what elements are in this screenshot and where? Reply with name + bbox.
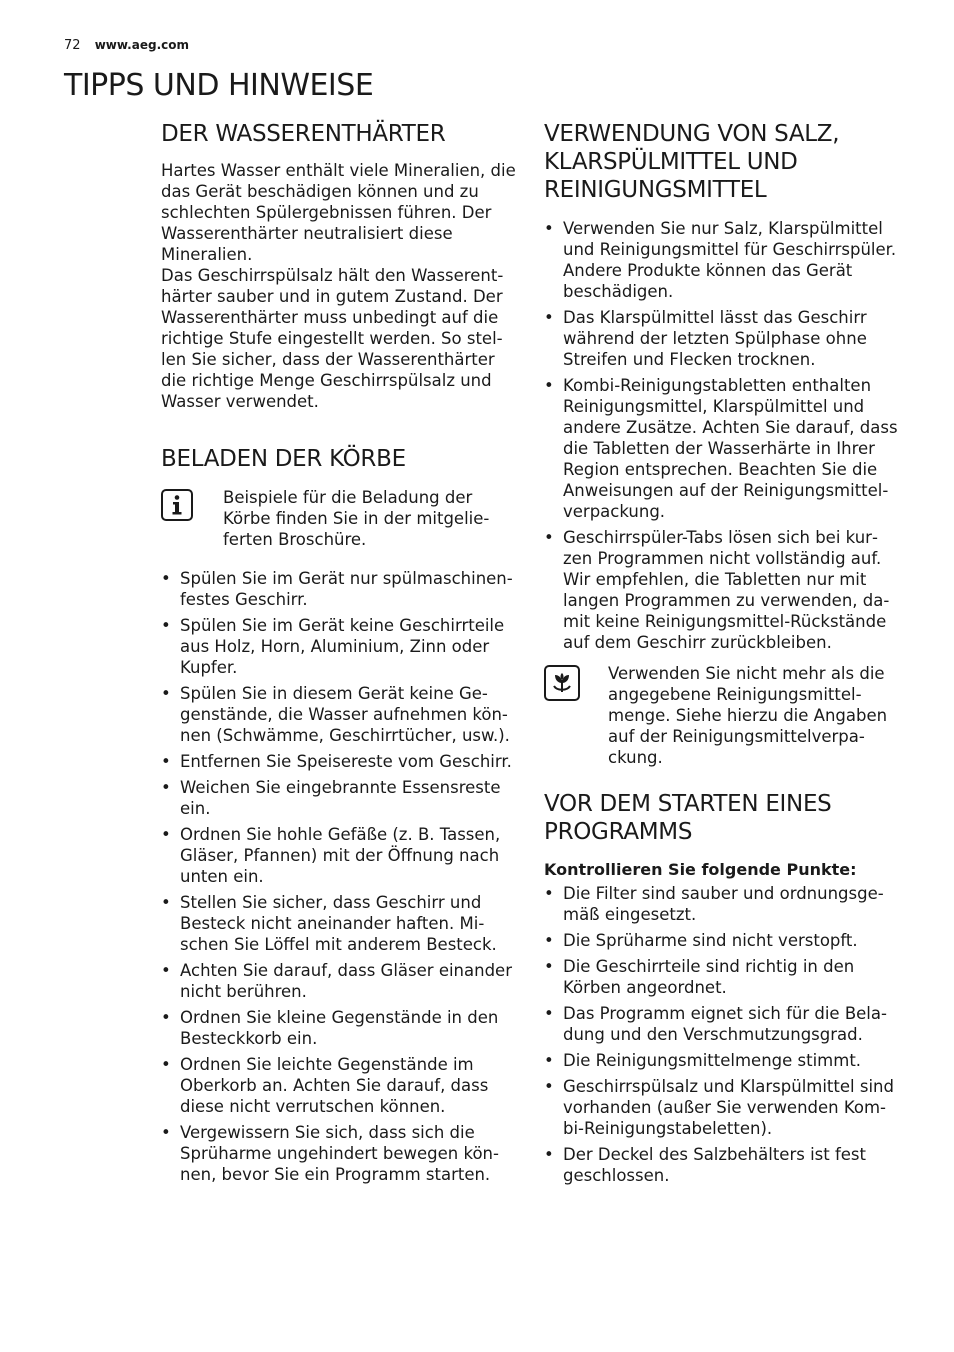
heading-loading-baskets: BELADEN DER KÖRBE bbox=[161, 446, 406, 472]
list-item: • Der Deckel des Salzbehälters ist fest geschlossen. bbox=[544, 1145, 867, 1185]
list-item: • Die Sprüharme sind nicht verstopft. bbox=[544, 931, 858, 950]
info-note bbox=[161, 487, 516, 550]
loading-list bbox=[161, 568, 516, 1185]
website-url: www.aeg.com bbox=[94, 38, 189, 52]
list-item: • Weichen Sie eingebrannte Essensreste ein. bbox=[161, 778, 501, 818]
page-title: TIPPS UND HINWEISE bbox=[64, 68, 374, 103]
environment-note bbox=[544, 663, 900, 768]
list-item: • Achten Sie darauf, dass Gläser einander nicht berühren. bbox=[161, 961, 512, 1001]
bullet: • bbox=[544, 957, 554, 976]
list-item: • Verwenden Sie nur Salz, Klarspülmittel und Reinigungsmittel für Geschirrspüler. Andere Produkte können das Gerät beschädigen. bbox=[544, 219, 897, 301]
list-item: • Stellen Sie sicher, dass Geschirr und Besteck nicht aneinander haften. Mischen Sie Löffel mit anderem Besteck. bbox=[161, 893, 497, 954]
bullet: • bbox=[544, 308, 554, 327]
list-item: • Das Programm eignet sich für die Beladung und den Verschmutzungsgrad. bbox=[544, 1004, 887, 1044]
list-item: • Geschirrspülsalz und Klarspülmittel sind vorhanden (außer Sie verwenden Kombi-Reinigungstabeletten). bbox=[544, 1077, 894, 1138]
environment-note-text: Verwenden Sie nicht mehr als die angegebene Reinigungsmittelmenge. Siehe hierzu die Angaben auf der Reinigungsmittelverpackung. bbox=[608, 664, 888, 767]
bullet: • bbox=[161, 893, 171, 912]
bullet: • bbox=[544, 1077, 554, 1096]
list-item: • Ordnen Sie leichte Gegenstände im Oberkorb an. Achten Sie darauf, dass diese nicht verrutschen können. bbox=[161, 1055, 489, 1116]
info-icon bbox=[161, 489, 193, 521]
list-item: • Vergewissern Sie sich, dass sich die Sprüharme ungehindert bewegen können, bevor Sie ein Programm starten. bbox=[161, 1123, 499, 1184]
water-softener-para-2: Das Geschirrspülsalz hält den Wasserenthärter sauber und in gutem Zustand. Der Wasserenthärter muss unbedingt auf die richtige Stufe eingestellt werden. So stellen Sie sicher, dass der Wasserenthärter die richtige Menge Geschirrspülsalz und Wasser verwendet. bbox=[161, 266, 504, 411]
bullet: • bbox=[544, 1051, 554, 1070]
list-item: • Das Klarspülmittel lässt das Geschirr während der letzten Spülphase ohne Streifen und Flecken trocknen. bbox=[544, 308, 867, 369]
list-item: • Spülen Sie im Gerät nur spülmaschinenfestes Geschirr. bbox=[161, 569, 513, 609]
bullet: • bbox=[161, 778, 171, 797]
heading-water-softener: DER WASSERENTHÄRTER bbox=[161, 121, 446, 147]
bullet: • bbox=[544, 1145, 554, 1164]
list-item: • Die Reinigungsmittelmenge stimmt. bbox=[544, 1051, 862, 1070]
list-item: • Kombi-Reinigungstabletten enthalten Reinigungsmittel, Klarspülmittel und andere Zusätze. Achten Sie darauf, dass die Tabletten der Wasserhärte in Ihrer Region entsprechen. Beachten Sie die Anweisungen auf der Reinigungsmittelverpackung. bbox=[544, 376, 898, 521]
bullet: • bbox=[544, 528, 554, 547]
bullet: • bbox=[161, 1055, 171, 1074]
checklist-label: Kontrollieren Sie folgende Punkte: bbox=[544, 860, 857, 879]
heading-before-start: VOR DEM STARTEN EINES PROGRAMMS bbox=[544, 791, 832, 845]
bullet: • bbox=[544, 1004, 554, 1023]
list-item: • Die Filter sind sauber und ordnungsgemäß eingesetzt. bbox=[544, 884, 884, 924]
list-item: • Spülen Sie in diesem Gerät keine Gegenstände, die Wasser aufnehmen können (Schwämme, Geschirrtücher, usw.). bbox=[161, 684, 510, 745]
bullet: • bbox=[161, 569, 171, 588]
bullet: • bbox=[161, 825, 171, 844]
bullet: • bbox=[161, 1123, 171, 1142]
list-item: • Ordnen Sie kleine Gegenstände in den Besteckkorb ein. bbox=[161, 1008, 499, 1048]
bullet: • bbox=[161, 752, 171, 771]
water-softener-para-1: Hartes Wasser enthält viele Mineralien, die das Gerät beschädigen können und zu schlechten Spülergebnissen führen. Der Wasserenthärter neutralisiert diese Mineralien. bbox=[161, 161, 516, 264]
checklist bbox=[544, 883, 900, 1186]
bullet: • bbox=[544, 219, 554, 238]
usage-list bbox=[544, 218, 900, 653]
bullet: • bbox=[161, 616, 171, 635]
list-item: • Die Geschirrteile sind richtig in den Körben angeordnet. bbox=[544, 957, 855, 997]
bullet: • bbox=[161, 1008, 171, 1027]
left-column bbox=[161, 120, 516, 1190]
bullet: • bbox=[161, 961, 171, 980]
list-item: • Entfernen Sie Speisereste vom Geschirr. bbox=[161, 752, 512, 771]
environment-leaf-icon bbox=[544, 665, 580, 701]
page-header bbox=[64, 38, 189, 53]
list-item: • Ordnen Sie hohle Gefäße (z. B. Tassen, Gläser, Pfannen) mit der Öffnung nach unten ein. bbox=[161, 825, 501, 886]
right-column bbox=[544, 120, 900, 1191]
list-item: • Spülen Sie im Gerät keine Geschirrteile aus Holz, Horn, Aluminium, Zinn oder Kupfer. bbox=[161, 616, 505, 677]
bullet: • bbox=[161, 684, 171, 703]
bullet: • bbox=[544, 931, 554, 950]
heading-usage: VERWENDUNG VON SALZ, KLARSPÜLMITTEL UND REINIGUNGSMITTEL bbox=[544, 121, 840, 203]
bullet: • bbox=[544, 376, 554, 395]
page-number: 72 bbox=[64, 38, 81, 53]
info-note-text: Beispiele für die Beladung der Körbe finden Sie in der mitgelieferten Broschüre. bbox=[223, 488, 490, 549]
bullet: • bbox=[544, 884, 554, 903]
list-item: • Geschirrspüler-Tabs lösen sich bei kurzen Programmen nicht vollständig auf. Wir empfehlen, die Tabletten nur mit langen Programmen zu verwenden, damit keine Reinigungsmittel-Rückstände auf dem Geschirr zurückbleiben. bbox=[544, 528, 890, 652]
